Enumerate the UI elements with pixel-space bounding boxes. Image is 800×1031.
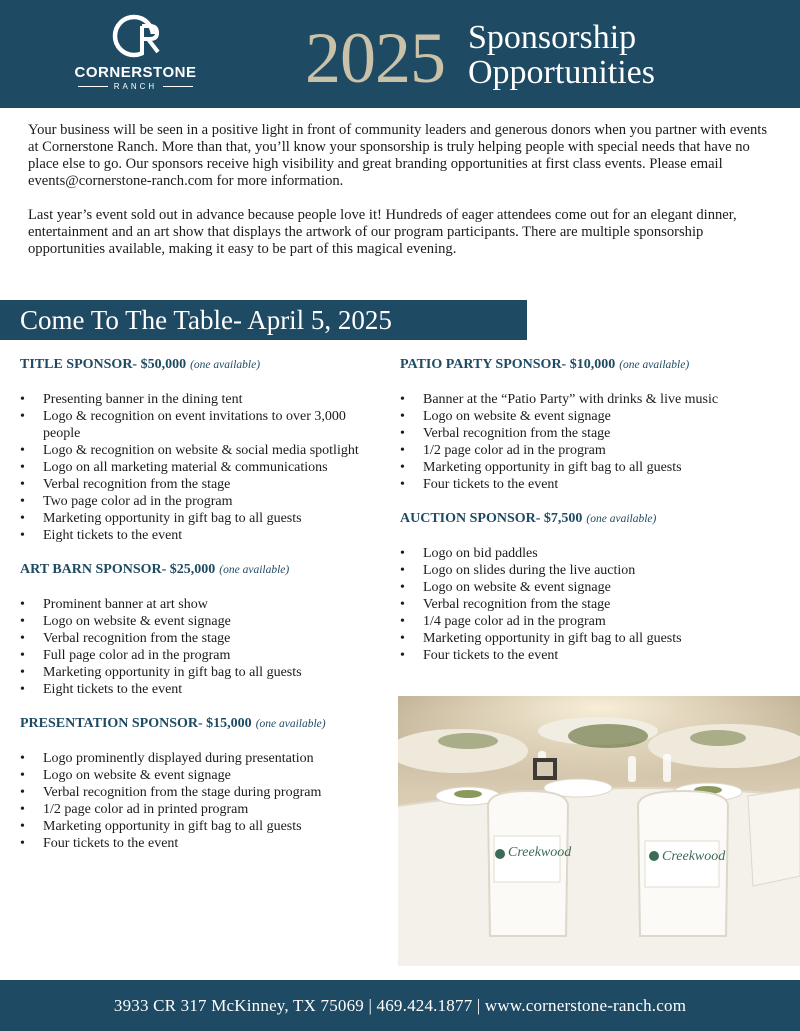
right-column — [400, 356, 790, 681]
intro-text — [28, 122, 773, 275]
page-title — [468, 20, 655, 90]
list-item: • Presenting banner in the dining tent — [20, 391, 380, 408]
list-item: • Logo on website & event signage — [400, 579, 790, 596]
list-item: • Four tickets to the event — [400, 647, 790, 664]
list-item: • Logo & recognition on website & social media spotlight — [20, 442, 380, 459]
sponsor-section-patio-party — [400, 356, 790, 493]
list-item: • Verbal recognition from the stage — [400, 425, 790, 442]
list-item: • Logo on bid paddles — [400, 545, 790, 562]
logo-subtitle: RANCH — [58, 82, 213, 91]
event-title: Come To The Table- April 5, 2025 — [20, 305, 392, 335]
chair-logo-text: Creekwood — [508, 845, 572, 860]
list-item: • Logo on website & event signage — [20, 767, 380, 784]
year-heading: 2025 — [305, 18, 445, 98]
sponsor-section-auction — [400, 510, 790, 664]
list-item: • Verbal recognition from the stage — [400, 596, 790, 613]
table-setting-illustration — [398, 696, 800, 966]
logo-name: CORNERSTONE — [74, 64, 197, 81]
list-item: • Full page color ad in the program — [20, 647, 380, 664]
list-item: • Four tickets to the event — [20, 835, 380, 852]
list-item: • 1/4 page color ad in the program — [400, 613, 790, 630]
availability-note: (one available) — [619, 359, 690, 371]
list-item: • 1/2 page color ad in the program — [400, 442, 790, 459]
list-item: • Logo on all marketing material & communications — [20, 459, 380, 476]
benefit-list — [400, 391, 790, 493]
list-item: • 1/2 page color ad in printed program — [20, 801, 380, 818]
list-item: • Eight tickets to the event — [20, 681, 380, 698]
list-item: • Logo on slides during the live auction — [400, 562, 790, 579]
list-item: • Marketing opportunity in gift bag to all guests — [20, 510, 380, 527]
section-heading-text: PATIO PARTY SPONSOR- $10,000 — [400, 357, 616, 372]
section-heading-text: ART BARN SPONSOR- $25,000 — [20, 562, 216, 577]
section-heading — [400, 510, 790, 528]
sponsor-section-art-barn — [20, 561, 380, 698]
section-heading — [400, 356, 790, 374]
sponsor-section-title — [20, 356, 380, 544]
list-item: • Logo & recognition on event invitations to over 3,000 people — [20, 408, 380, 442]
list-item: • Logo on website & event signage — [400, 408, 790, 425]
availability-note: (one available) — [190, 359, 261, 371]
title-line-2: Opportunities — [468, 54, 655, 91]
list-item: • Marketing opportunity in gift bag to all guests — [20, 818, 380, 835]
list-item: • Banner at the “Patio Party” with drinks & live music — [400, 391, 790, 408]
cr-monogram-icon — [110, 12, 162, 60]
section-heading — [20, 561, 380, 579]
chair-logo-text: Creekwood — [662, 849, 726, 864]
list-item: • Logo on website & event signage — [20, 613, 380, 630]
list-item: • Marketing opportunity in gift bag to all guests — [400, 459, 790, 476]
sponsor-section-presentation — [20, 715, 380, 852]
benefit-list — [20, 391, 380, 544]
list-item: • Marketing opportunity in gift bag to all guests — [20, 664, 380, 681]
list-item: • Eight tickets to the event — [20, 527, 380, 544]
intro-paragraph-2: Last year’s event sold out in advance because people love it! Hundreds of eager attendees come out for an elegant dinner, entertainment and an art show that displays the artwork of our program participants. There are multiple sponsorship opportunities available, making it easy to be part of this magical evening. — [28, 207, 737, 257]
section-heading-text: TITLE SPONSOR- $50,000 — [20, 357, 187, 372]
section-heading — [20, 715, 380, 733]
availability-note: (one available) — [586, 513, 657, 525]
intro-paragraph-1: Your business will be seen in a positive light in front of community leaders and generous donors when you partner with events at Cornerstone Ranch. More than that, you’ll know your sponsorship is truly helping people with special needs that have no place else to go. Our sponsors receive high visibility and great branding opportunities at first class events. Please email events@cornerstone-ranch.com for more information. — [28, 122, 768, 189]
footer-contact: 3933 CR 317 McKinney, TX 75069 | 469.424.1877 | www.cornerstone-ranch.com — [113, 996, 687, 1015]
event-table-photo — [398, 696, 800, 966]
list-item: • Marketing opportunity in gift bag to all guests — [400, 630, 790, 647]
section-heading — [20, 356, 380, 374]
list-item: • Verbal recognition from the stage — [20, 476, 380, 493]
list-item: • Four tickets to the event — [400, 476, 790, 493]
benefit-list — [20, 750, 380, 852]
title-line-1: Sponsorship — [468, 19, 637, 56]
list-item: • Two page color ad in the program — [20, 493, 380, 510]
availability-note: (one available) — [255, 718, 326, 730]
benefit-list — [400, 545, 790, 664]
list-item: • Logo prominently displayed during presentation — [20, 750, 380, 767]
list-item: • Verbal recognition from the stage — [20, 630, 380, 647]
cornerstone-logo — [58, 12, 213, 100]
list-item: • Verbal recognition from the stage during program — [20, 784, 380, 801]
availability-note: (one available) — [219, 564, 290, 576]
section-heading-text: PRESENTATION SPONSOR- $15,000 — [20, 716, 252, 731]
section-heading-text: AUCTION SPONSOR- $7,500 — [400, 511, 583, 526]
left-column — [20, 356, 380, 869]
list-item: • Prominent banner at art show — [20, 596, 380, 613]
benefit-list — [20, 596, 380, 698]
